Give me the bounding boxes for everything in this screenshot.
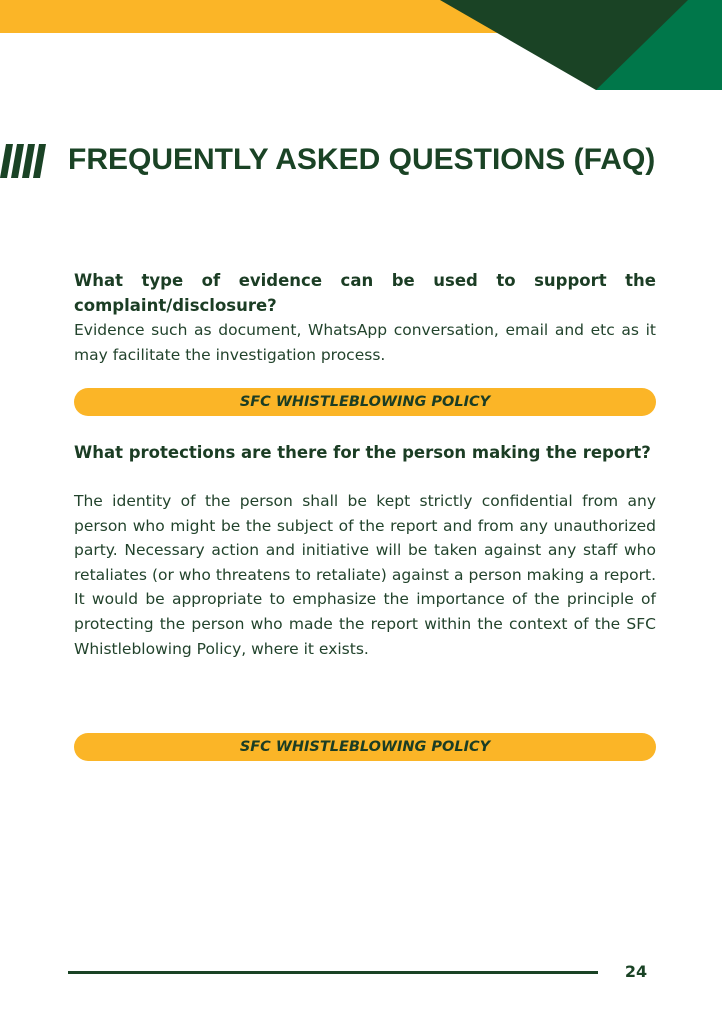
footer-divider <box>68 971 598 974</box>
page-number: 24 <box>624 962 648 981</box>
policy-link-bar: SFC WHISTLEBLOWING POLICY <box>74 388 656 416</box>
faq-question: What type of evidence can be used to support the complaint/disclosure? <box>74 271 656 315</box>
faq-answer: Evidence such as document, WhatsApp conversation, email and etc as it may facilitate the investigation process. <box>74 321 656 364</box>
faq-item-2 <box>74 440 656 661</box>
faq-item-1 <box>74 268 656 367</box>
yellow-banner-stripe <box>0 0 512 33</box>
page-title: FREQUENTLY ASKED QUESTIONS (FAQ) <box>68 143 656 176</box>
slash-stripes-icon <box>0 144 48 178</box>
faq-answer: The identity of the person shall be kept strictly confidential from any person who might be the subject of the report and from any unauthorized party. Necessary action and initiative will be taken against any staff who retaliates (or who threatens to retaliate) against a person making a report. It would be appropriate to emphasize the importance of the principle of protecting the person who made the report within the context of the SFC Whistleblowing Policy, where it exists. <box>74 492 656 658</box>
top-banner-graphic <box>0 0 722 90</box>
faq-question: What protections are there for the person making the report? <box>74 443 651 462</box>
policy-link-bar: SFC WHISTLEBLOWING POLICY <box>74 733 656 761</box>
heading-row <box>0 140 722 182</box>
